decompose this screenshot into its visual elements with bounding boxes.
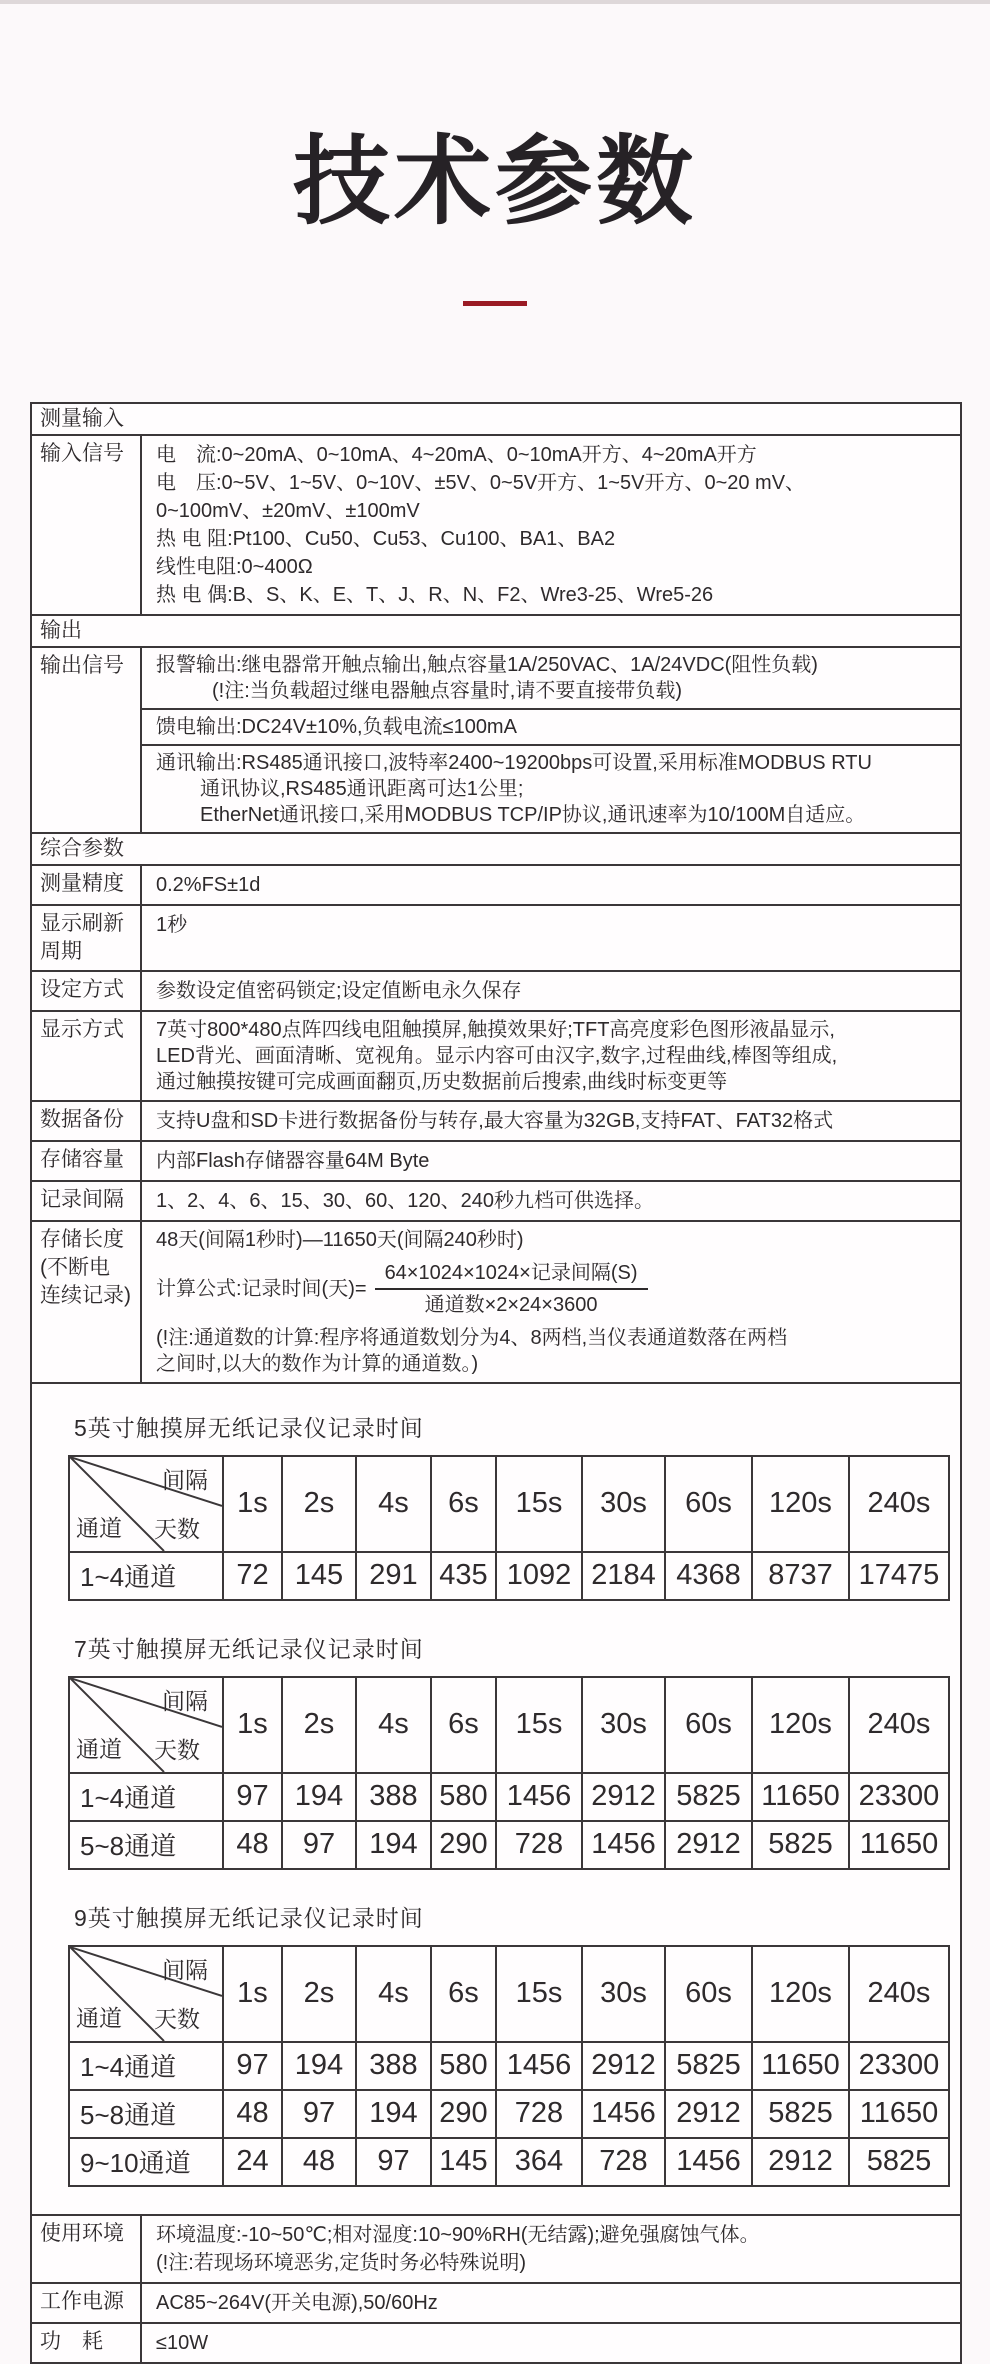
record-days-cell: 5825 — [849, 2138, 949, 2186]
interval-header: 240s — [849, 1456, 949, 1552]
corner-days-label: 天数 — [154, 1736, 200, 1763]
interval-header: 2s — [282, 1946, 356, 2042]
power-supply-label: 工作电源 — [32, 2284, 142, 2322]
record-days-cell: 1092 — [496, 1552, 582, 1600]
diagonal-corner-cell — [69, 1946, 223, 2042]
record-days-cell: 1456 — [582, 2090, 665, 2138]
record-days-cell: 11650 — [752, 1773, 849, 1821]
corner-interval-label: 间隔 — [162, 1687, 208, 1714]
record-days-cell: 194 — [282, 1773, 356, 1821]
record-days-cell: 2912 — [665, 1821, 752, 1869]
channel-row-label: 1~4通道 — [69, 2042, 223, 2090]
corner-interval-label: 间隔 — [162, 1466, 208, 1493]
record-days-cell: 388 — [356, 2042, 431, 2090]
row-environment — [32, 2214, 960, 2282]
record-days-cell: 2912 — [752, 2138, 849, 2186]
record-days-cell: 291 — [356, 1552, 431, 1600]
environment-line2: (!注:若现场环境恶劣,定货时务必特殊说明) — [156, 2251, 526, 2274]
output-signal-value — [142, 648, 960, 832]
corner-days-label: 天数 — [154, 2005, 200, 2032]
record-days-cell: 194 — [356, 1821, 431, 1869]
row-accuracy — [32, 864, 960, 904]
data-backup-value: 支持U盘和SD卡进行数据备份与转存,最大容量为32GB,支持FAT、FAT32格式 — [156, 1109, 834, 1132]
alarm-output-note: (!注:当负载超过继电器触点容量时,请不要直接带负载) — [212, 679, 682, 702]
record-days-cell: 2912 — [582, 1773, 665, 1821]
input-signal-value — [142, 436, 960, 614]
formula-numerator: 64×1024×1024×记录间隔(S) — [375, 1261, 648, 1290]
record-days-cell: 48 — [223, 2090, 282, 2138]
interval-header: 60s — [665, 1456, 752, 1552]
storage-length-label-line1: 存储长度 — [40, 1227, 124, 1251]
input-resistance-line: 线性电阻:0~400Ω — [156, 555, 313, 578]
record-days-cell: 23300 — [849, 1773, 949, 1821]
row-data-backup — [32, 1100, 960, 1140]
record-days-cell: 5825 — [665, 2042, 752, 2090]
comm-output-line3: EtherNet通讯接口,采用MODBUS TCP/IP协议,通讯速率为10/100M自适应。 — [200, 803, 866, 826]
corner-channel-label: 通道 — [76, 1514, 122, 1541]
row-record-time-tables — [32, 1382, 960, 2214]
formula-fraction — [375, 1261, 648, 1317]
record-days-cell: 1456 — [496, 1773, 582, 1821]
storage-length-label-line2: (不断电 — [40, 1255, 110, 1279]
table-row — [69, 1552, 949, 1600]
interval-header: 4s — [356, 1456, 431, 1552]
refresh-cycle-label — [32, 906, 142, 970]
accuracy-label: 测量精度 — [32, 866, 142, 904]
record-days-cell: 11650 — [849, 2090, 949, 2138]
alarm-output-line1: 报警输出:继电器常开触点输出,触点容量1A/250VAC、1A/24VDC(阻性负载) — [156, 653, 818, 676]
record-days-cell: 145 — [431, 2138, 496, 2186]
record-days-cell: 1456 — [665, 2138, 752, 2186]
record-days-cell: 5825 — [752, 2090, 849, 2138]
section-header-output: 输出 — [32, 614, 960, 646]
power-consumption-label: 功 耗 — [32, 2324, 142, 2362]
record-days-cell: 5825 — [665, 1773, 752, 1821]
row-storage-capacity — [32, 1140, 960, 1180]
record-days-cell: 8737 — [752, 1552, 849, 1600]
record-days-cell: 2912 — [582, 2042, 665, 2090]
record-days-cell: 364 — [496, 2138, 582, 2186]
record-days-cell: 48 — [223, 1821, 282, 1869]
record-days-cell: 728 — [496, 1821, 582, 1869]
interval-header: 120s — [752, 1677, 849, 1773]
row-storage-length — [32, 1220, 960, 1382]
record-days-cell: 1456 — [496, 2042, 582, 2090]
input-rtd-line: 热 电 阻:Pt100、Cu50、Cu53、Cu100、BA1、BA2 — [156, 527, 616, 550]
interval-header: 60s — [665, 1946, 752, 2042]
interval-header: 30s — [582, 1677, 665, 1773]
record-table-7inch-title: 7英寸触摸屏无纸记录仪记录时间 — [74, 1635, 424, 1662]
interval-header: 6s — [431, 1456, 496, 1552]
channel-row-label: 5~8通道 — [69, 1821, 223, 1869]
environment-value — [142, 2216, 960, 2282]
record-table-9inch-header-row — [69, 1946, 949, 2042]
record-days-cell: 5825 — [752, 1821, 849, 1869]
record-days-cell: 4368 — [665, 1552, 752, 1600]
display-mode-line2: LED背光、画面清晰、宽视角。显示内容可由汉字,数字,过程曲线,棒图等组成, — [156, 1044, 838, 1067]
interval-header: 15s — [496, 1677, 582, 1773]
record-days-cell: 728 — [496, 2090, 582, 2138]
output-signal-label: 输出信号 — [32, 648, 142, 832]
interval-header: 6s — [431, 1677, 496, 1773]
interval-header: 4s — [356, 1946, 431, 2042]
record-table-9inch-title: 9英寸触摸屏无纸记录仪记录时间 — [74, 1904, 424, 1931]
comm-output-line2: 通讯协议,RS485通讯距离可达1公里; — [200, 777, 524, 800]
display-mode-value — [142, 1012, 960, 1100]
interval-header: 4s — [356, 1677, 431, 1773]
row-display-mode — [32, 1010, 960, 1100]
row-record-interval — [32, 1180, 960, 1220]
environment-label: 使用环境 — [32, 2216, 142, 2282]
table-row — [69, 2138, 949, 2186]
record-days-cell: 580 — [431, 2042, 496, 2090]
channel-row-label: 1~4通道 — [69, 1773, 223, 1821]
feed-output-line: 馈电输出:DC24V±10%,负载电流≤100mA — [156, 715, 517, 738]
row-power-consumption — [32, 2322, 960, 2362]
setting-mode-value: 参数设定值密码锁定;设定值断电永久保存 — [156, 979, 522, 1002]
record-days-cell: 1456 — [582, 1821, 665, 1869]
input-current-line: 电 流:0~20mA、0~10mA、4~20mA、0~10mA开方、4~20mA开方 — [156, 443, 757, 466]
feed-output-sub — [142, 708, 960, 744]
spec-table — [30, 402, 962, 2364]
interval-header: 240s — [849, 1946, 949, 2042]
channel-row-label: 1~4通道 — [69, 1552, 223, 1600]
row-output-signal — [32, 646, 960, 832]
title-underline-accent — [463, 301, 527, 306]
record-days-cell: 97 — [223, 1773, 282, 1821]
interval-header: 1s — [223, 1946, 282, 2042]
top-border-strip — [0, 0, 990, 4]
record-interval-value: 1、2、4、6、15、30、60、120、240秒九档可供选择。 — [156, 1189, 654, 1212]
record-table-7inch — [68, 1676, 950, 1870]
record-table-7inch-header-row — [69, 1677, 949, 1773]
row-setting-mode — [32, 970, 960, 1010]
interval-header: 2s — [282, 1456, 356, 1552]
storage-capacity-value: 内部Flash存储器容量64M Byte — [156, 1149, 430, 1172]
record-time-tables-cell — [32, 1384, 960, 2214]
input-thermocouple-line: 热 电 偶:B、S、K、E、T、J、R、N、F2、Wre3-25、Wre5-26 — [156, 583, 714, 606]
storage-note-line1: (!注:通道数的计算:程序将通道数划分为4、8两档,当仪表通道数落在两档 — [156, 1326, 788, 1349]
channel-row-label: 9~10通道 — [69, 2138, 223, 2186]
row-input-signal — [32, 434, 960, 614]
data-backup-label: 数据备份 — [32, 1102, 142, 1140]
interval-header: 60s — [665, 1677, 752, 1773]
environment-line1: 环境温度:-10~50℃;相对湿度:10~90%RH(无结露);避免强腐蚀气体。 — [156, 2223, 760, 2246]
storage-length-value — [142, 1222, 960, 1382]
power-consumption-value: ≤10W — [156, 2331, 209, 2354]
input-signal-label: 输入信号 — [32, 436, 142, 614]
record-table-5inch-header-row — [69, 1456, 949, 1552]
record-days-cell: 17475 — [849, 1552, 949, 1600]
comm-output-line1: 通讯输出:RS485通讯接口,波特率2400~19200bps可设置,采用标准MODBUS RTU — [156, 751, 872, 774]
interval-header: 30s — [582, 1456, 665, 1552]
display-mode-line3: 通过触摸按键可完成画面翻页,历史数据前后搜索,曲线时标变更等 — [156, 1070, 728, 1093]
interval-header: 15s — [496, 1456, 582, 1552]
record-table-5inch-title: 5英寸触摸屏无纸记录仪记录时间 — [74, 1414, 424, 1441]
section-header-general: 综合参数 — [32, 832, 960, 864]
record-days-cell: 145 — [282, 1552, 356, 1600]
interval-header: 1s — [223, 1677, 282, 1773]
table-row — [69, 1821, 949, 1869]
record-days-cell: 194 — [356, 2090, 431, 2138]
record-days-cell: 48 — [282, 2138, 356, 2186]
record-days-cell: 194 — [282, 2042, 356, 2090]
row-refresh-cycle — [32, 904, 960, 970]
power-supply-value: AC85~264V(开关电源),50/60Hz — [156, 2291, 438, 2314]
interval-header: 15s — [496, 1946, 582, 2042]
record-days-cell: 97 — [282, 2090, 356, 2138]
record-days-cell: 290 — [431, 1821, 496, 1869]
interval-header: 240s — [849, 1677, 949, 1773]
record-days-cell: 2184 — [582, 1552, 665, 1600]
corner-days-label: 天数 — [154, 1515, 200, 1542]
record-days-cell: 23300 — [849, 2042, 949, 2090]
storage-length-label — [32, 1222, 142, 1382]
interval-header: 1s — [223, 1456, 282, 1552]
interval-header: 6s — [431, 1946, 496, 2042]
diagonal-corner-cell — [69, 1677, 223, 1773]
comm-output-sub — [142, 744, 960, 832]
record-days-cell: 388 — [356, 1773, 431, 1821]
storage-range-line: 48天(间隔1秒时)—11650天(间隔240秒时) — [156, 1228, 524, 1251]
interval-header: 30s — [582, 1946, 665, 2042]
diagonal-corner-cell — [69, 1456, 223, 1552]
storage-capacity-label: 存储容量 — [32, 1142, 142, 1180]
storage-note-line2: 之间时,以大的数作为计算的通道数。) — [156, 1352, 479, 1375]
record-days-cell: 728 — [582, 2138, 665, 2186]
record-days-cell: 97 — [223, 2042, 282, 2090]
refresh-cycle-value: 1秒 — [156, 913, 188, 936]
section-header-measure-input: 测量输入 — [40, 406, 124, 430]
row-power-supply — [32, 2282, 960, 2322]
table-row — [69, 1773, 949, 1821]
record-days-cell: 580 — [431, 1773, 496, 1821]
input-voltage-line: 电 压:0~5V、1~5V、0~10V、±5V、0~5V开方、1~5V开方、0~20 mV、 — [156, 471, 806, 494]
channel-row-label: 5~8通道 — [69, 2090, 223, 2138]
corner-interval-label: 间隔 — [162, 1956, 208, 1983]
interval-header: 2s — [282, 1677, 356, 1773]
storage-formula — [156, 1261, 952, 1317]
accuracy-value: 0.2%FS±1d — [156, 873, 261, 896]
storage-length-label-line3: 连续记录) — [40, 1283, 131, 1307]
record-days-cell: 435 — [431, 1552, 496, 1600]
record-days-cell: 11650 — [752, 2042, 849, 2090]
display-mode-line1: 7英寸800*480点阵四线电阻触摸屏,触摸效果好;TFT高亮度彩色图形液晶显示, — [156, 1018, 835, 1041]
record-table-9inch — [68, 1945, 950, 2187]
record-interval-label: 记录间隔 — [32, 1182, 142, 1220]
record-days-cell: 72 — [223, 1552, 282, 1600]
corner-channel-label: 通道 — [76, 1735, 122, 1762]
display-mode-label: 显示方式 — [32, 1012, 142, 1100]
table-row — [69, 2042, 949, 2090]
record-days-cell: 11650 — [849, 1821, 949, 1869]
interval-header: 120s — [752, 1456, 849, 1552]
setting-mode-label: 设定方式 — [32, 972, 142, 1010]
record-days-cell: 2912 — [665, 2090, 752, 2138]
table-row — [69, 2090, 949, 2138]
alarm-output-sub — [142, 648, 960, 708]
record-days-cell: 24 — [223, 2138, 282, 2186]
refresh-label-line2: 周期 — [40, 939, 82, 963]
interval-header: 120s — [752, 1946, 849, 2042]
record-days-cell: 290 — [431, 2090, 496, 2138]
corner-channel-label: 通道 — [76, 2004, 122, 2031]
formula-prefix: 计算公式:记录时间(天)= — [156, 1277, 367, 1300]
refresh-label-line1: 显示刷新 — [40, 911, 124, 935]
record-days-cell: 97 — [282, 1821, 356, 1869]
page-title: 技术参数 — [293, 127, 697, 236]
formula-denominator: 通道数×2×24×3600 — [424, 1293, 598, 1316]
input-voltage-line2: 0~100mV、±20mV、±100mV — [156, 499, 420, 522]
record-table-5inch — [68, 1455, 950, 1601]
record-days-cell: 97 — [356, 2138, 431, 2186]
